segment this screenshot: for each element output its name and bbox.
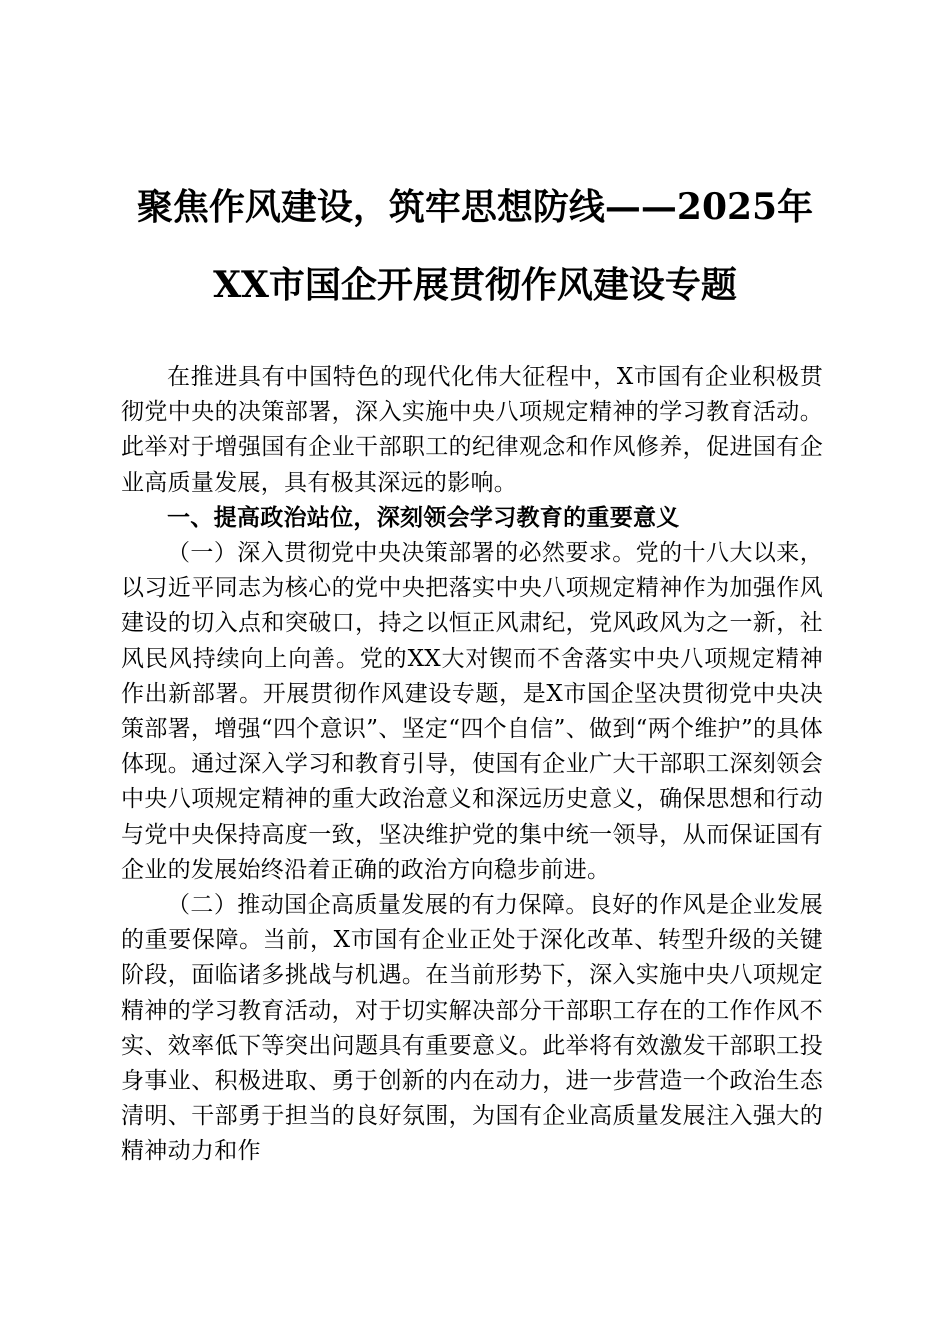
intro-paragraph — [121, 360, 823, 501]
document-body — [121, 360, 823, 1170]
section-heading: 一、提高政治站位，深刻领会学习教育的重要意义 — [167, 504, 680, 531]
subsection-lead: （一）深入贯彻党中央决策部署的必然要求。 — [167, 540, 636, 567]
subsection-paragraph-1 — [121, 536, 823, 888]
subsection-lead: （二）推动国企高质量发展的有力保障。 — [167, 892, 589, 919]
paragraph-text: 在推进具有中国特色的现代化伟大征程中，X市国有企业积极贯彻党中央的决策部署，深入实施中央八项规定精神的学习教育活动。此举对于增强国有企业干部职工的纪律观念和作风修养，促进国有企业高质量发展，具有极其深远的影响。 — [121, 364, 823, 496]
paragraph-text: 党的十八大以来，以习近平同志为核心的党中央把落实中央八项规定精神作为加强作风建设的切入点和突破口，持之以恒正风肃纪，党风政风为之一新，社风民风持续向上向善。党的XX大对锲而不舍落实中央八项规定精神作出新部署。开展贯彻作风建设专题，是X市国企坚决贯彻党中央决策部署，增强“四个意识”、坚定“四个自信”、做到“两个维护”的具体体现。通过深入学习和教育引导，使国有企业广大干部职工深刻领会中央八项规定精神的重大政治意义和深远历史意义，确保思想和行动与党中央保持高度一致，坚决维护党的集中统一领导，从而保证国有企业的发展始终沿着正确的政治方向稳步前进。 — [121, 540, 824, 883]
document-title: 聚焦作风建设，筑牢思想防线——2025年XX市国企开展贯彻作风建设专题 — [136, 186, 814, 306]
subsection-paragraph-2 — [121, 888, 823, 1170]
paragraph-text: 良好的作风是企业发展的重要保障。当前，X市国有企业正处于深化改革、转型升级的关键阶段，面临诸多挑战与机遇。在当前形势下，深入实施中央八项规定精神的学习教育活动，对于切实解决部分干部职工存在的工作作风不实、效率低下等突出问题具有重要意义。此举将有效激发干部职工投身事业、积极进取、勇于创新的内在动力，进一步营造一个政治生态清明、干部勇于担当的良好氛围，为国有企业高质量发展注入强大的精神动力和作 — [121, 892, 823, 1165]
